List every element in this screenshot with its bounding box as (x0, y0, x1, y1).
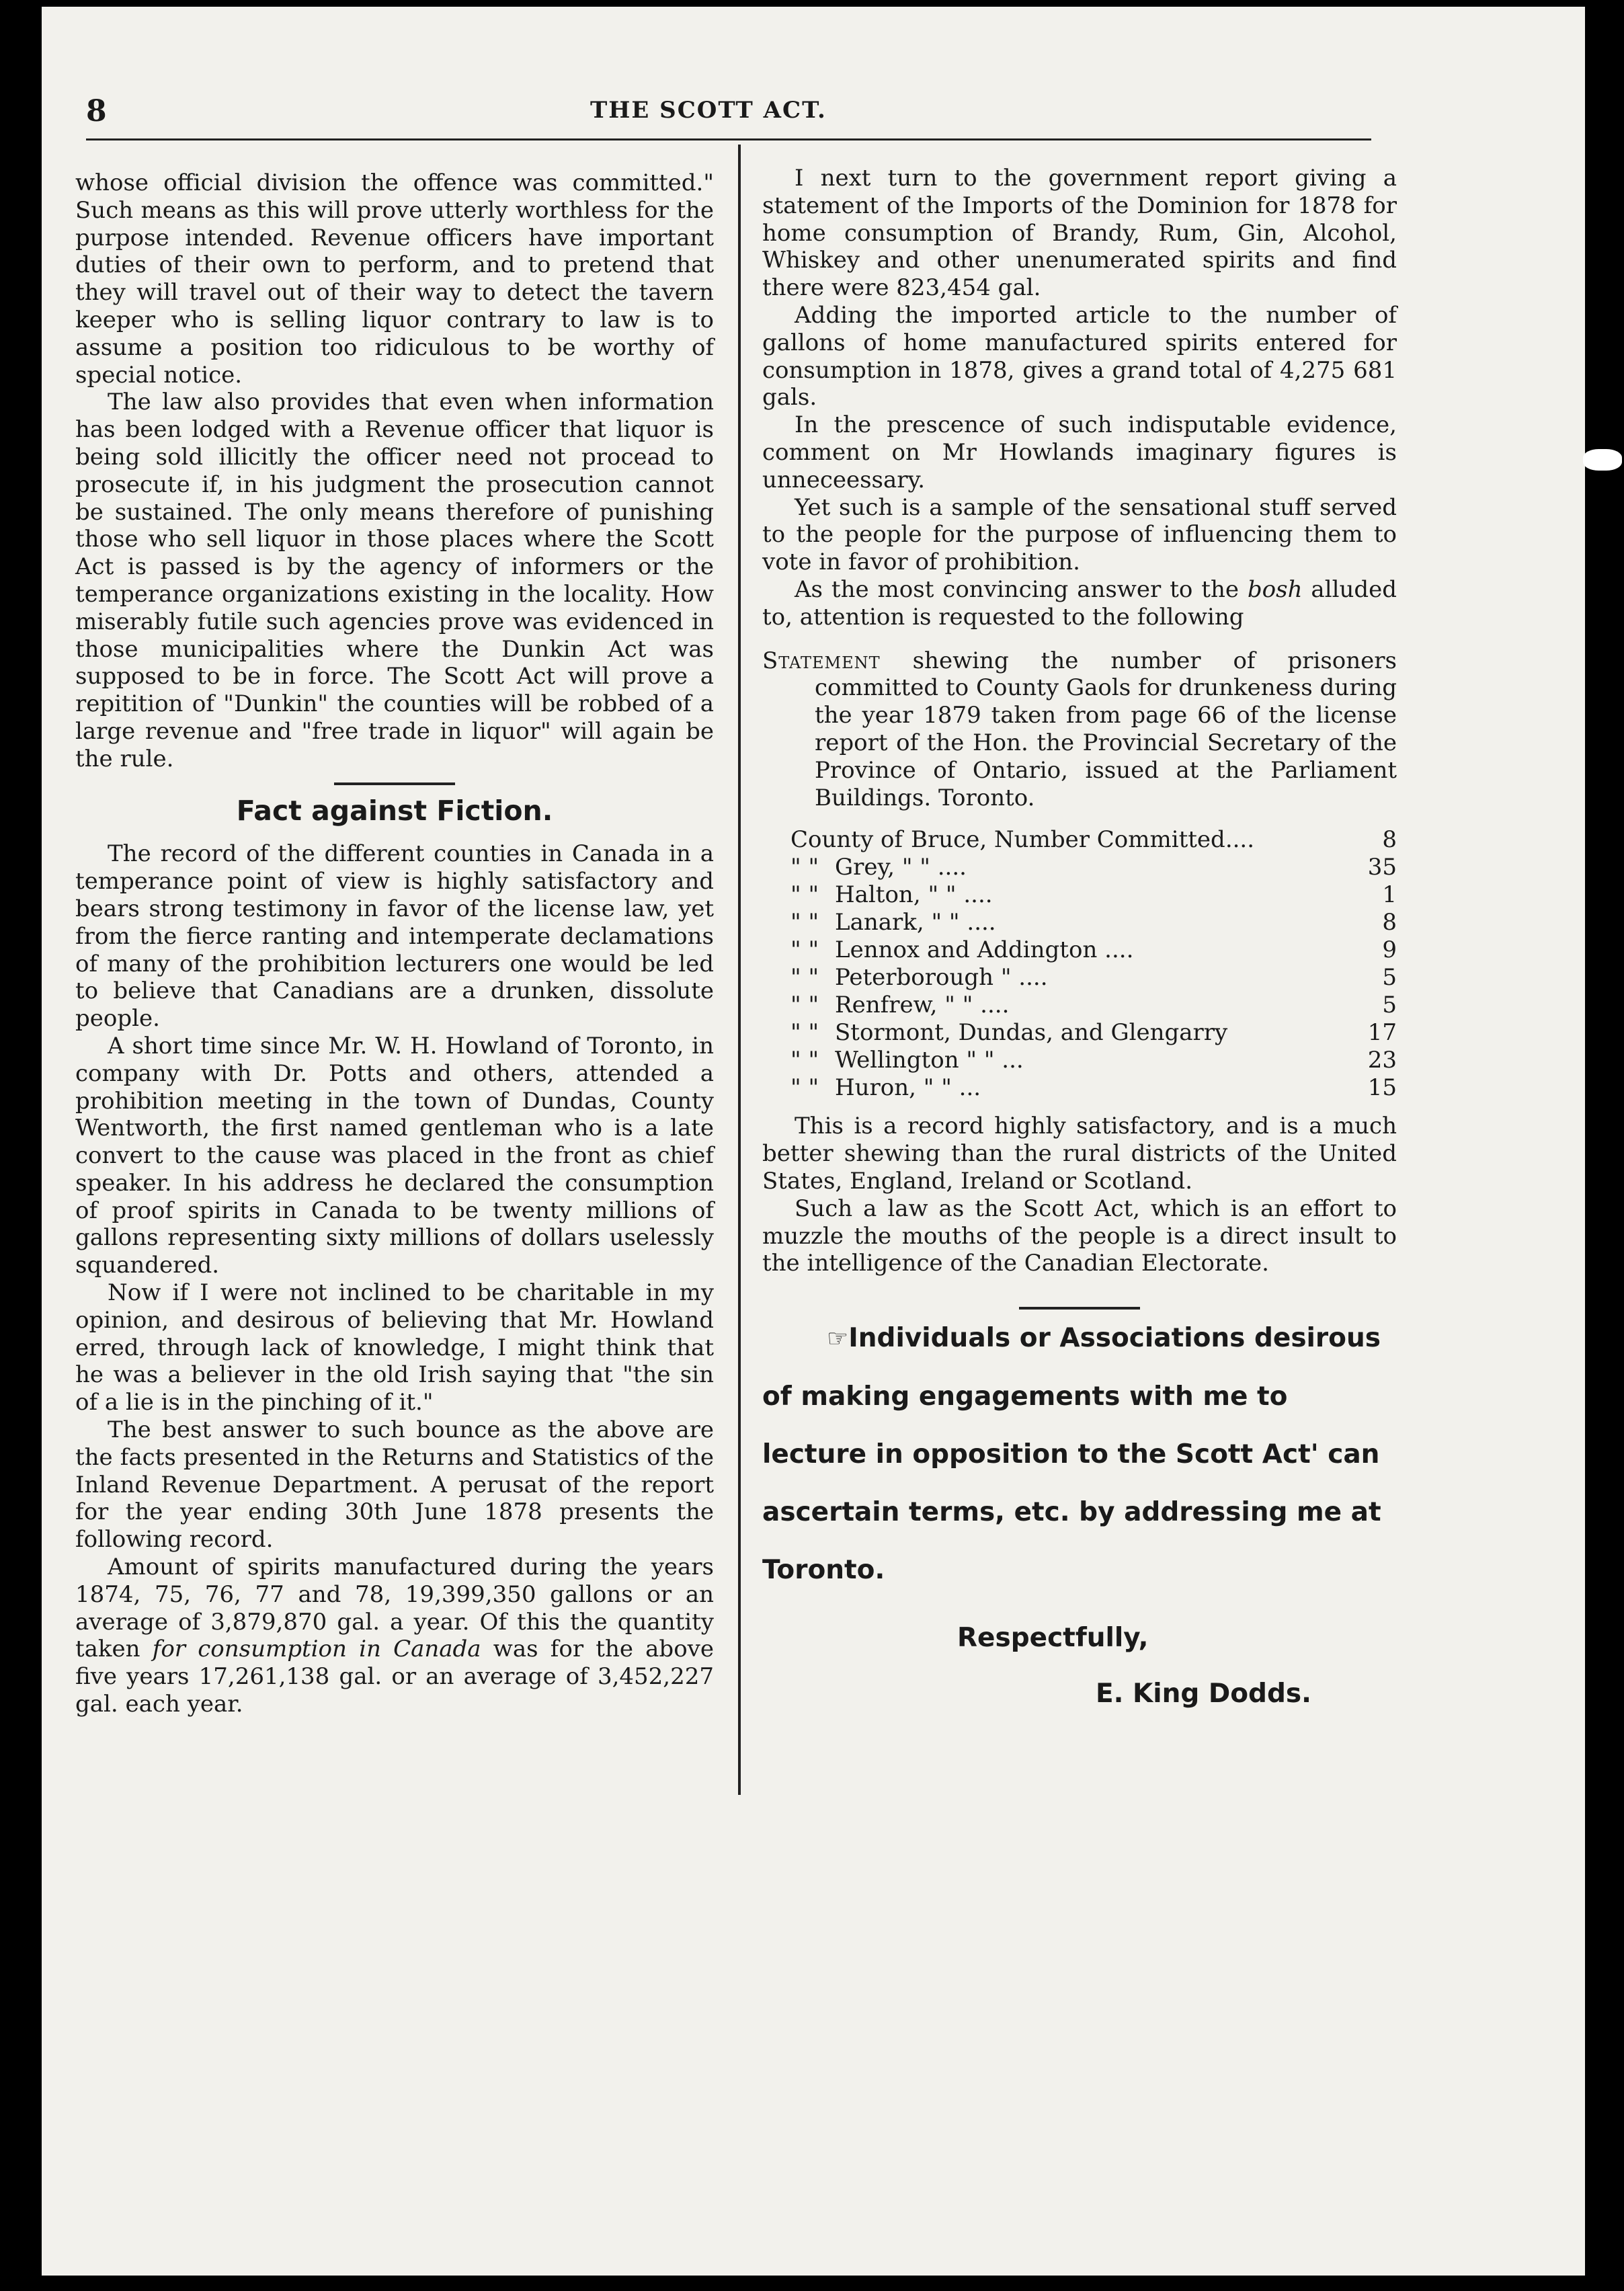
row-lead: " " (790, 854, 819, 881)
row-lead: " " (790, 1047, 819, 1074)
table-row (790, 881, 1397, 909)
paragraph: The record of the different counties in Canada in a temperance point of view is highly satisfactory and bears strong testimony in favor of the license law, yet from the fierce ranting and intemperate declamations of many of the prohibition lecturers one would be led to believe that Canadians are a drunken, dissolute people. (75, 840, 714, 1033)
emphasis-text: bosh (1247, 575, 1303, 603)
section-heading: Fact against Fiction. (236, 794, 553, 827)
row-lead: " " (790, 881, 819, 909)
table-row (790, 854, 1397, 881)
paragraph: Adding the imported article to the number of gallons of home manufactured spirits entered for consumption in 1878, gives a grand total of 4,275 681 gals. (762, 301, 1397, 411)
county-name: Grey, " " .... (835, 854, 967, 881)
committed-count: 5 (1382, 964, 1397, 992)
county-name: Wellington " " ... (835, 1047, 1024, 1074)
county-name: Huron, " " ... (835, 1074, 981, 1102)
row-lead: " " (790, 964, 819, 992)
binding-hole (1607, 793, 1624, 816)
paragraph (762, 576, 1397, 631)
paragraph (75, 1554, 714, 1718)
pointing-hand-icon: ☞ (827, 1325, 849, 1353)
table-row (790, 964, 1397, 992)
scan-blemish (1583, 449, 1622, 471)
section-rule (334, 782, 455, 785)
table-row (790, 992, 1397, 1019)
text-run: Amount of spirits manufactured during the years 1874, 75, 76, 77 and 78, 19,399,350 gallons or an average of 3,879,870 gal. a year. Of this the quantity taken (75, 1554, 714, 1663)
committed-count: 1 (1382, 881, 1397, 909)
table-row (790, 936, 1397, 964)
county-name: Peterborough " .... (835, 964, 1048, 992)
text-run: was for the above five years 17,261,138 gal. or an average of 3,452,227 gal. each year. (75, 1636, 714, 1718)
page-number: 8 (86, 94, 107, 128)
row-lead: County of (790, 826, 903, 854)
statement-label: Statement (762, 647, 881, 674)
county-name: Lennox and Addington .... (835, 936, 1134, 964)
paragraph: Such a law as the Scott Act, which is an effort to muzzle the mouths of the people is a direct insult to the intelligence of the Canadian Electorate. (762, 1195, 1397, 1277)
row-lead: " " (790, 992, 819, 1019)
signature: E. King Dodds. (1096, 1678, 1311, 1709)
column-divider (738, 145, 741, 1795)
committed-count: 15 (1367, 1074, 1397, 1102)
paragraph: A short time since Mr. W. H. Howland of Toronto, in company with Dr. Potts and others, attended a prohibition meeting in the town of Dundas, County Wentworth, the first named gentleman who is a late convert to the cause was placed in the front as chief speaker. In his address he declared the consumption of proof spirits in Canada to be twenty millions of gallons representing sixty millions of dollars uselessly squandered. (75, 1032, 714, 1279)
row-lead: " " (790, 1074, 819, 1102)
running-title: THE SCOTT ACT. (590, 97, 827, 124)
paragraph: In the prescence of such indisputable evidence, comment on Mr Howlands imaginary figures is unneceessary. (762, 411, 1397, 493)
county-name: Lanark, " " .... (835, 909, 996, 936)
table-row (790, 826, 1397, 854)
text-run: As the most convincing answer to the (795, 575, 1248, 603)
committed-count: 8 (1382, 909, 1397, 936)
page-header (86, 94, 1371, 134)
paragraph: The best answer to such bounce as the above are the facts presented in the Returns and Statistics of the Inland Revenue Department. A perusat of the report for the year ending 30th June 1878 presents the following record. (75, 1416, 714, 1554)
table-row (790, 1074, 1397, 1102)
committed-count: 35 (1367, 854, 1397, 881)
committed-count: 9 (1382, 936, 1397, 964)
sign-off: Respectfully, (957, 1623, 1149, 1654)
row-lead: " " (790, 909, 819, 936)
table-row (790, 909, 1397, 936)
county-name: Halton, " " .... (835, 881, 993, 909)
committed-count: 8 (1382, 826, 1397, 854)
committed-count: 5 (1382, 992, 1397, 1019)
committals-table (790, 826, 1397, 1102)
paragraph: The law also provides that even when information has been lodged with a Revenue officer that liquor is being sold illicitly the officer need not procead to prosecute if, in his judgment the prosecution cannot be sustained. The only means therefore of punishing those who sell liquor in those places where the Scott Act is passed is by the agency of informers or the temperance organizations existing in the locality. How miserably futile such agencies prove was evidenced in those municipalities where the Dunkin Act was supposed to be in force. The Scott Act will prove a repitition of "Dunkin" the counties will be robbed of a large revenue and "free trade in liquor" will again be the rule. (75, 389, 714, 772)
lecture-notice (762, 1310, 1397, 1599)
paragraph: Yet such is a sample of the sensational stuff served to the people for the purpose of influencing them to vote in favor of prohibition. (762, 493, 1397, 576)
county-name: Renfrew, " " .... (835, 992, 1010, 1019)
table-row (790, 1019, 1397, 1047)
right-column (762, 165, 1397, 1708)
text-run: alluded to, attention is requested to the following (762, 575, 1397, 631)
statement-text: shewing the number of prisoners committed to County Gaols for drunkeness during the year 1879 taken from page 66 of the license report of the Hon. the Provincial Secretary of the Province of Ontario, issued at the Parliament Buildings. Toronto. (815, 647, 1397, 811)
county-name: Bruce, Number Committed.... (911, 826, 1255, 854)
statement-caption (762, 647, 1397, 812)
binding-hole (1607, 121, 1624, 144)
paragraph: I next turn to the government report giving a statement of the Imports of the Dominion for 1878 for home consumption of Brandy, Rum, Gin, Alcohol, Whiskey and other unenumerated spirits and find there were 823,454 gal. (762, 165, 1397, 302)
row-lead: " " (790, 1019, 819, 1047)
county-name: Stormont, Dundas, and Glengarry (835, 1019, 1228, 1047)
left-column (75, 169, 714, 1718)
binding-hole (1607, 1539, 1624, 1562)
row-lead: " " (790, 936, 819, 964)
paragraph: This is a record highly satisfactory, and is a much better shewing than the rural districts of the United States, England, Ireland or Scotland. (762, 1113, 1397, 1195)
committed-count: 23 (1367, 1047, 1397, 1074)
committed-count: 17 (1367, 1019, 1397, 1047)
emphasis-text: for consumption in Canada (152, 1636, 481, 1663)
paragraph: whose official division the offence was committed." Such means as this will prove utterly worthless for the purpose intended. Revenue officers have important duties of their own to perform, and to pretend that they will travel out of their way to detect the tavern keeper who is selling liquor contrary to law is to assume a position too ridiculous to be worthy of special notice. (75, 169, 714, 389)
paragraph: Now if I were not inclined to be charitable in my opinion, and desirous of believing that Mr. Howland erred, through lack of knowledge, I might think that he was a believer in the old Irish saying that "the sin of a lie is in the pinching of it." (75, 1279, 714, 1416)
table-row (790, 1047, 1397, 1074)
notice-text: Individuals or Associations desirous of making engagements with me to lecture in opposition to the Scott Act' can ascertain terms, etc. by addressing me at Toronto. (762, 1323, 1381, 1586)
header-rule (86, 138, 1371, 140)
